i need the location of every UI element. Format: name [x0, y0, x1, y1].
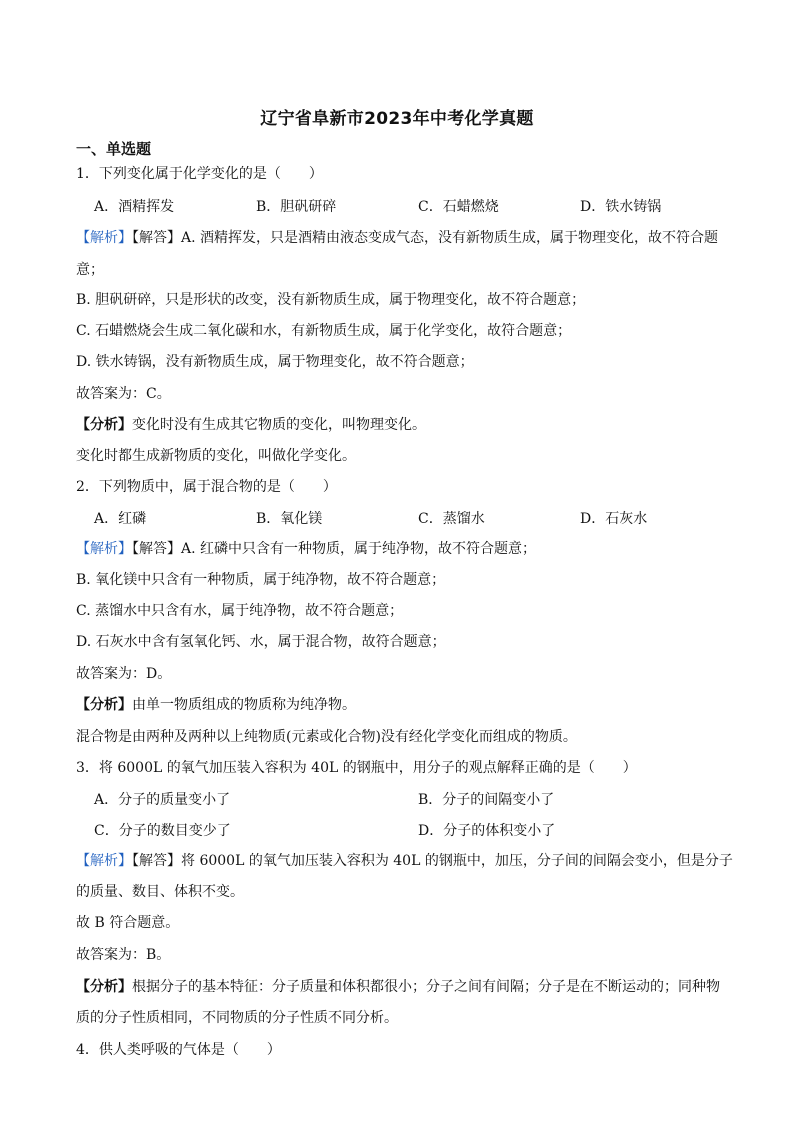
- analysis-text: 由单一物质组成的物质称为纯净物。: [132, 697, 356, 713]
- option-d: D．石灰水: [580, 511, 648, 527]
- analysis-line: [76, 695, 356, 715]
- solution-text: 的质量、数目、体积不变。: [76, 884, 244, 900]
- solution-text: D. 石灰水中含有氢氧化钙、水，属于混合物，故符合题意；: [76, 634, 446, 650]
- solution-text: B. 氧化镁中只含有一种物质，属于纯净物，故不符合题意；: [76, 572, 446, 588]
- solution-text: 将 6000L 的氧气加压装入容积为 40L 的钢瓶中，加压，分子间的间隔会变小，但是分子: [181, 853, 733, 869]
- solution-text: 故 B 符合题意。: [76, 915, 180, 931]
- question-1-solution-line: [76, 228, 718, 248]
- answer-tag: 【解答】: [132, 541, 181, 557]
- analysis-text: 变化时都生成新物质的变化，叫做化学变化。: [76, 448, 356, 464]
- solution-text: C. 蒸馏水中只含有水，属于纯净物，故不符合题意；: [76, 603, 404, 619]
- option-b: B．胆矾研碎: [256, 199, 337, 215]
- solution-text: B. 胆矾研碎，只是形状的改变，没有新物质生成，属于物理变化，故不符合题意；: [76, 292, 586, 308]
- question-1-stem: 1．下列变化属于化学变化的是（ ）: [76, 166, 323, 182]
- question-3-stem: 3．将 6000L 的氧气加压装入容积为 40L 的钢瓶中，用分子的观点解释正确的是（ ）: [76, 760, 637, 776]
- analysis-text: 混合物是由两种及两种以上纯物质(元素或化合物)没有经化学变化而组成的物质。: [76, 729, 577, 745]
- section-heading: 一、单选题: [76, 140, 152, 158]
- option-a: A．红磷: [94, 511, 147, 527]
- answer-tag: 【解答】: [132, 230, 181, 246]
- question-2-options: [0, 508, 794, 528]
- question-2-solution-line: [76, 539, 536, 559]
- option-b: B．氧化镁: [256, 511, 323, 527]
- answer-line: 故答案为：C。: [76, 386, 171, 402]
- option-d: D．分子的体积变小了: [418, 823, 556, 839]
- question-2-stem: 2．下列物质中，属于混合物的是（ ）: [76, 479, 337, 495]
- analysis-line: [76, 977, 720, 997]
- analysis-tag: 【解析】: [76, 230, 132, 246]
- answer-tag: 【解答】: [132, 853, 181, 869]
- solution-text: 意；: [76, 262, 104, 278]
- question-3-options-row1: [0, 789, 794, 809]
- analysis-line: [76, 415, 426, 435]
- option-c: C．石蜡燃烧: [418, 199, 499, 215]
- solution-text: A. 红磷中只含有一种物质，属于纯净物，故不符合题意；: [181, 541, 537, 557]
- question-3-solution-line: [76, 851, 733, 871]
- option-b: B．分子的间隔变小了: [418, 792, 555, 808]
- fenxi-tag: 【分析】: [76, 697, 132, 713]
- solution-text: D. 铁水铸锅，没有新物质生成，属于物理变化，故不符合题意；: [76, 354, 474, 370]
- option-a: A．酒精挥发: [94, 199, 175, 215]
- analysis-tag: 【解析】: [76, 541, 132, 557]
- question-4-stem: 4．供人类呼吸的气体是（ ）: [76, 1042, 281, 1058]
- answer-line: 故答案为：D。: [76, 666, 172, 682]
- option-a: A．分子的质量变小了: [94, 792, 231, 808]
- analysis-tag: 【解析】: [76, 853, 132, 869]
- solution-text: A. 酒精挥发，只是酒精由液态变成气态，没有新物质生成，属于物理变化，故不符合题: [181, 230, 719, 246]
- analysis-text: 变化时没有生成其它物质的变化，叫物理变化。: [132, 417, 426, 433]
- option-c: C．分子的数目变少了: [94, 823, 231, 839]
- fenxi-tag: 【分析】: [76, 417, 132, 433]
- option-d: D．铁水铸锅: [580, 199, 662, 215]
- option-c: C．蒸馏水: [418, 511, 485, 527]
- answer-line: 故答案为：B。: [76, 947, 171, 963]
- question-1-options: [0, 196, 794, 216]
- solution-text: C. 石蜡燃烧会生成二氧化碳和水，有新物质生成，属于化学变化，故符合题意；: [76, 323, 572, 339]
- analysis-text: 质的分子性质相同，不同物质的分子性质不同分析。: [76, 1010, 398, 1026]
- fenxi-tag: 【分析】: [76, 979, 132, 995]
- page-title: 辽宁省阜新市2023年中考化学真题: [260, 109, 534, 129]
- analysis-text: 根据分子的基本特征：分子质量和体积都很小；分子之间有间隔；分子是在不断运动的；同种物: [132, 979, 720, 995]
- question-3-options-row2: [0, 820, 794, 840]
